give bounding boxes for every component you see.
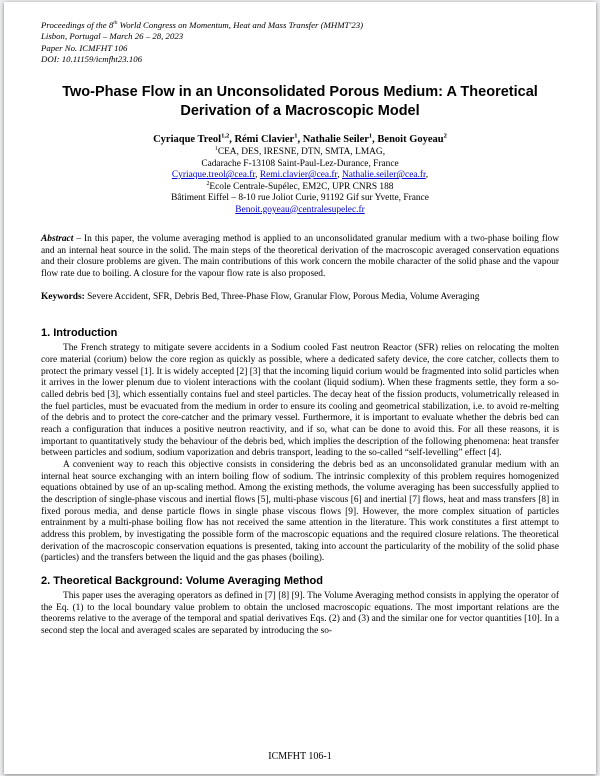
affiliation-emails: Cyriaque.treol@cea.fr, Remi.clavier@cea.fr, Nathalie.seiler@cea.fr, xyxy=(171,170,429,181)
superscript: 1 xyxy=(368,132,373,140)
keywords-label: Keywords: xyxy=(41,291,85,302)
footer-page-number: ICMFHT 106-1 xyxy=(268,751,332,762)
theory-paragraph-1: This paper uses the averaging operators as defined in [7] [8] [9]. The Volume Averaging method consists in applying the operator of the Eq. (1) to the local boundary value problem to obtain the unclosed macroscopic equations. The most important relations are the theorems relative to the average of the temporal and spatial derivatives Eqs. (2) and (3) and the similar one for vector quantities [10]. In a second step the local and averaged scales are separated by introducing the so- xyxy=(41,590,559,636)
superscript: th xyxy=(113,20,118,27)
section-heading-theory: 2. Theoretical Background: Volume Averaging Method xyxy=(41,574,323,587)
header-line-location: Lisbon, Portugal – March 26 – 28, 2023 xyxy=(41,31,184,42)
superscript: 1 xyxy=(214,146,218,153)
keywords-text: Severe Accident, SFR, Debris Bed, Three-Phase Flow, Granular Flow, Porous Media, Volume Averaging xyxy=(87,291,480,302)
affiliation-line: $^2$Ecole Centrale-Supélec, EM2C, UPR CNRS 188 xyxy=(206,180,394,192)
affiliation-line: $^1$CEA, DES, IRESNE, DTN, SMTA, LMAG, xyxy=(214,146,386,158)
abstract-paragraph xyxy=(41,234,559,281)
email-link[interactable]: Cyriaque.treol@cea.fr xyxy=(171,170,256,181)
paper-title: Two-Phase Flow in an Unconsolidated Porous Medium: A Theoretical Derivation of a Macroscopic Model xyxy=(62,84,538,119)
section-heading-introduction: 1. Introduction xyxy=(41,327,118,340)
superscript: 1 xyxy=(294,132,298,140)
affiliation-line: Cadarache F-13108 Saint-Paul-Lez-Durance, France xyxy=(201,158,399,169)
email-link[interactable]: Nathalie.seiler@cea.fr xyxy=(342,170,426,181)
header-line-proceedings: Proceedings of the 8th World Congress on Momentum, Heat and Mass Transfer (MHMT'23) xyxy=(41,20,364,30)
proceedings-header xyxy=(41,20,559,65)
email-link[interactable]: Remi.clavier@cea.fr xyxy=(259,170,338,181)
email-link[interactable]: Benoit.goyeau@centralesupelec.fr xyxy=(235,204,365,215)
intro-paragraph-1: The French strategy to mitigate severe accidents in a Sodium cooled Fast neutron Reactor (SFR) relies on relocating the molten core material (corium) below the core region as quickly as possible, where a dedicated safety device, the core catcher, collects them to protect the primary vessel [1]. It is widely accepted [2] [3] that the incoming liquid corium would be fragmented into solid particles when it arrives in the lower plenum due to violent interactions with the coolant (liquid sodium). When these fragments settle, they form a so-called debris bed [3], which essentially contains fuel and steel particles. The decay heat of the fission products, volumetrically released in the fuel particles, must be evacuated from the medium in order to ensure its cooling and geometrical stabilization, i.e. to avoid re-melting of the debris and to protect the core-catcher and the primary vessel. Furthermore, it is important to evaluate whether the debris bed can reach a configuration that induces a positive neutron reactivity, and if so, what can be done to avoid this. For all these reasons, it is important to quantitatively study the behaviour of the debris bed, which implies the description of the following phenomena: heat transfer between particles and sodium, sodium vaporization and debris transport, leading to the so-called “self-levelling” effect [4]. xyxy=(41,343,559,459)
affiliation-line: Bâtiment Eiffel – 8-10 rue Joliot Curie, 91192 Gif sur Yvette, France xyxy=(171,193,429,204)
superscript: 2 xyxy=(206,180,210,187)
intro-paragraph-2: A convenient way to reach this objective consists in considering the debris bed as an unconsolidated granular medium with an internal heat source exchanging with an intern boiling flow of sodium. The intrinsic complexity of this problem requires homogenized equations obtained by use of an up-scaling method. Among the existing methods, the volume averaging has been successfully applied to the description of single-phase viscous and inertial flows [5], multi-phase viscous [6] and inertial [7] flows, heat and mass transfers [8] in fixed porous media, and dense particle flows in single phase viscous flows [9]. However, the more complex situation of particles entrainment by a multi-phase boiling flow has not received the same attention in the literature. This work constitutes a first attempt to address this problem, by investigating the possible form of the macroscopic equations and the required closure relations. The theoretical derivation of the macroscopic conservation equations is presented, taking into account the particularity of the mobility of the solid phase (particles) and the transfers between the liquid and the gas phases (boiling). xyxy=(41,459,559,564)
authors-line: Cyriaque Treol$^{1,2}$, Rémi Clavier$^1$, Nathalie Seiler$^1$, Benoit Goyeau$^2$ xyxy=(153,132,447,145)
abstract-label: Abstract xyxy=(41,234,74,245)
affiliations-block xyxy=(41,147,559,216)
superscript: 2 xyxy=(443,132,447,140)
superscript: 1,2 xyxy=(221,132,230,140)
header-line-doi: DOI: 10.11159/icmfht23.106 xyxy=(41,53,143,64)
keywords-line xyxy=(41,292,559,304)
header-line-paper-no: Paper No. ICMFHT 106 xyxy=(41,42,128,53)
paper-page xyxy=(4,2,596,774)
affiliation-emails xyxy=(41,205,559,216)
abstract-text: – In this paper, the volume averaging method is applied to an unconsolidated granular medium with a two-phase boiling flow and an internal heat source in the solid. The main steps of the theoretical derivation of the macroscopic averaged conservation equations and their closure problems are given. The main contributions of this work concern the mobile character of the solid phase and the vapour flow rate due to boiling. A closure for the vapour flow rate is also proposed. xyxy=(41,234,560,280)
